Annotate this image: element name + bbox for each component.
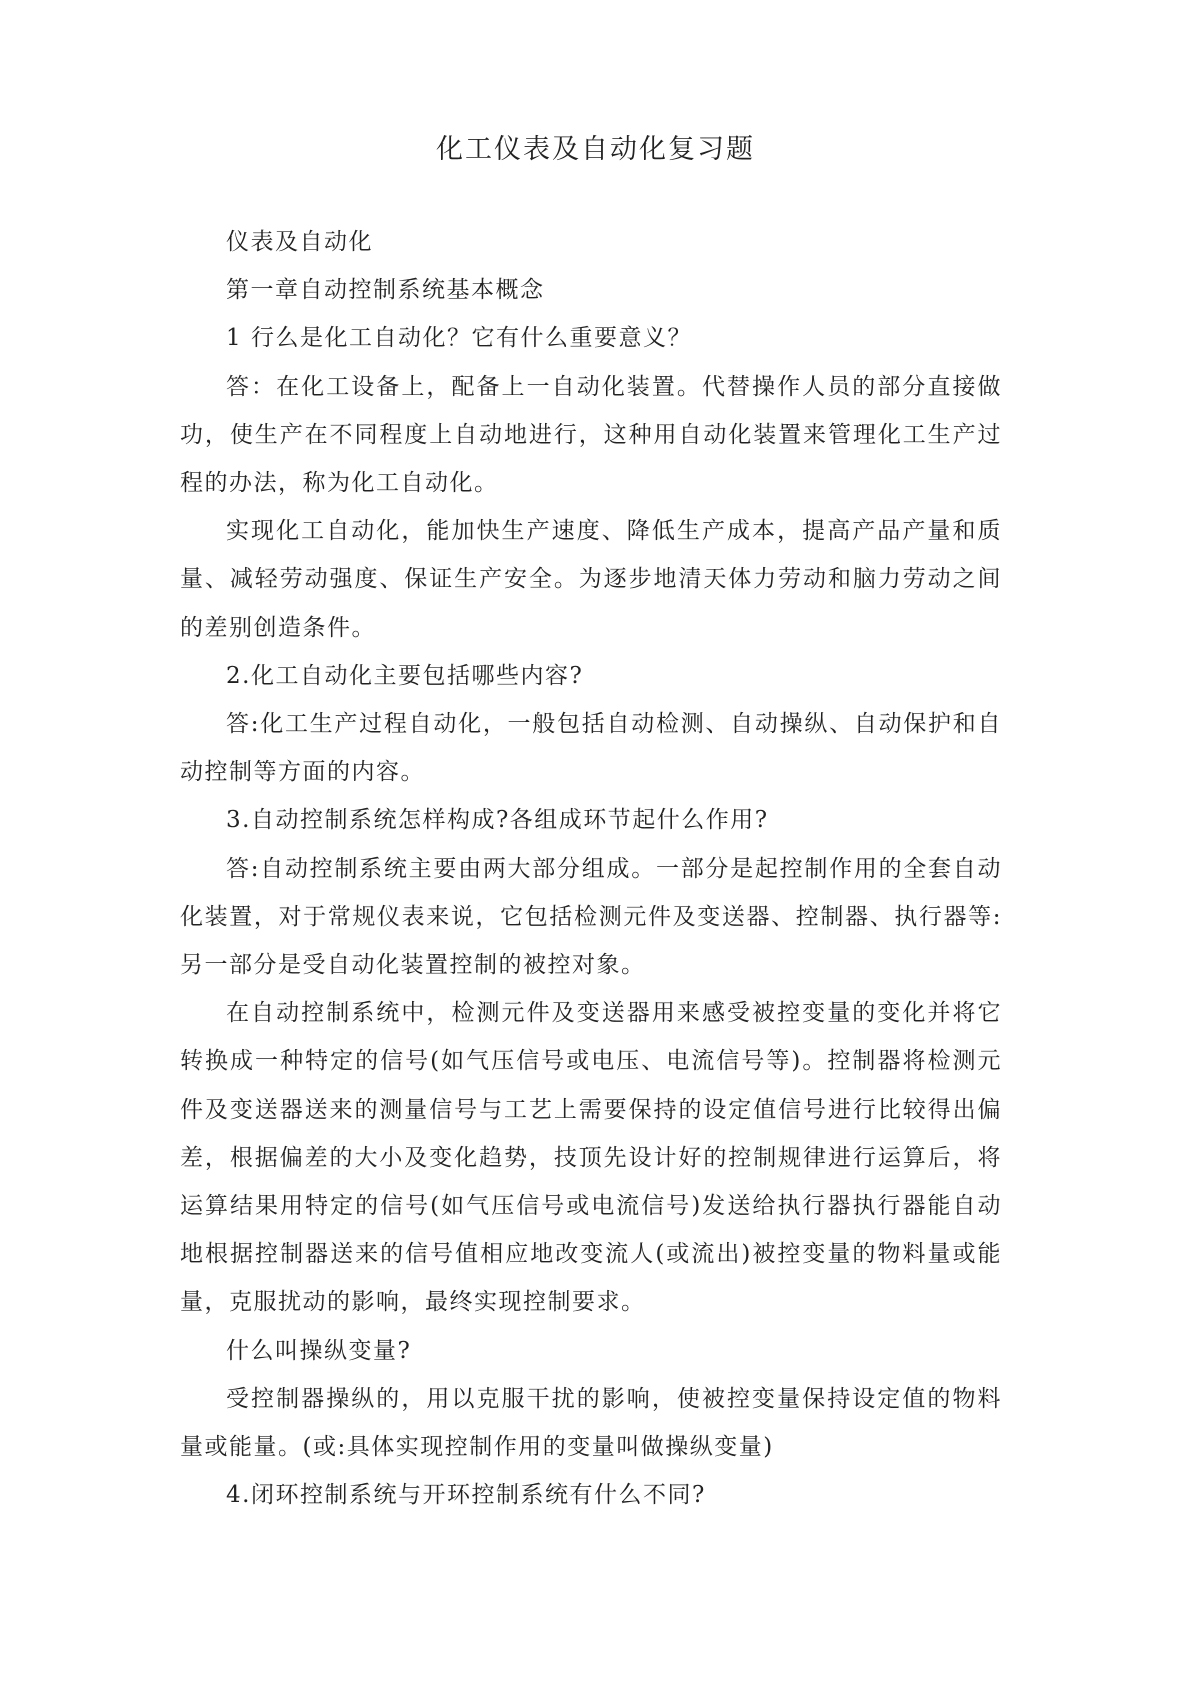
paragraph-answer-1a: 答：在化工设备上，配备上一自动化装置。代替操作人员的部分直接做功，使生产在不同程度上自动地进行，这种用自动化装置来管理化工生产过程的办法，称为化工自动化。 — [180, 373, 1002, 497]
paragraph-question-1: 1 行么是化工自动化？它有什么重要意义？ — [226, 325, 692, 352]
paragraph-question-manipulated-variable: 什么叫操纵变量? — [226, 1337, 412, 1364]
paragraph-answer-3b: 在自动控制系统中，检测元件及变送器用来感受被控变量的变化并将它转换成一种特定的信号(如气压信号或电压、电流信号等)。控制器将检测元件及变送器送来的测量信号与工艺上需要保持的设定值信号进行比较得出偏差，根据偏差的大小及变化趋势，技顶先设计好的控制规律进行运算后，将运算结果用特定的信号(如气压信号或电流信号)发送给执行器执行器能自动地根据控制器送来的信号值相应地改变流人(或流出)被控变量的物料量或能量，克服扰动的影响，最终实现控制要求。 — [180, 1000, 1002, 1316]
paragraph-section-label: 仪表及自动化 — [226, 229, 373, 255]
document-title: 化工仪表及自动化复习题 — [436, 134, 755, 165]
paragraph-question-3: 3.自动控制系统怎样构成?各组成环节起什么作用? — [226, 807, 769, 834]
paragraph-answer-manipulated-variable: 受控制器操纵的，用以克服干扰的影响，使被控变量保持设定值的物料量或能量。(或:具体实现控制作用的变量叫做操纵变量) — [180, 1385, 1002, 1461]
paragraph-answer-2: 答:化工生产过程自动化，一般包括自动检测、自动操纵、自动保护和自动控制等方面的内容。 — [180, 711, 1002, 786]
paragraph-chapter-heading: 第一章自动控制系统基本概念 — [226, 277, 545, 304]
paragraph-answer-3a: 答:自动控制系统主要由两大部分组成。一部分是起控制作用的全套自动化装置，对于常规仪表来说，它包括检测元件及变送器、控制器、执行器等:另一部分是受自动化装置控制的被控对象。 — [180, 855, 1002, 979]
paragraph-question-4: 4.闭环控制系统与开环控制系统有什么不同? — [226, 1482, 706, 1509]
document-body — [180, 218, 1002, 1519]
paragraph-answer-1b: 实现化工自动化，能加快生产速度、降低生产成本，提高产品产量和质量、减轻劳动强度、保证生产安全。为逐步地清天体力劳动和脑力劳动之间的差别创造条件。 — [180, 518, 1002, 641]
paragraph-question-2: 2.化工自动化主要包括哪些内容? — [226, 662, 584, 689]
